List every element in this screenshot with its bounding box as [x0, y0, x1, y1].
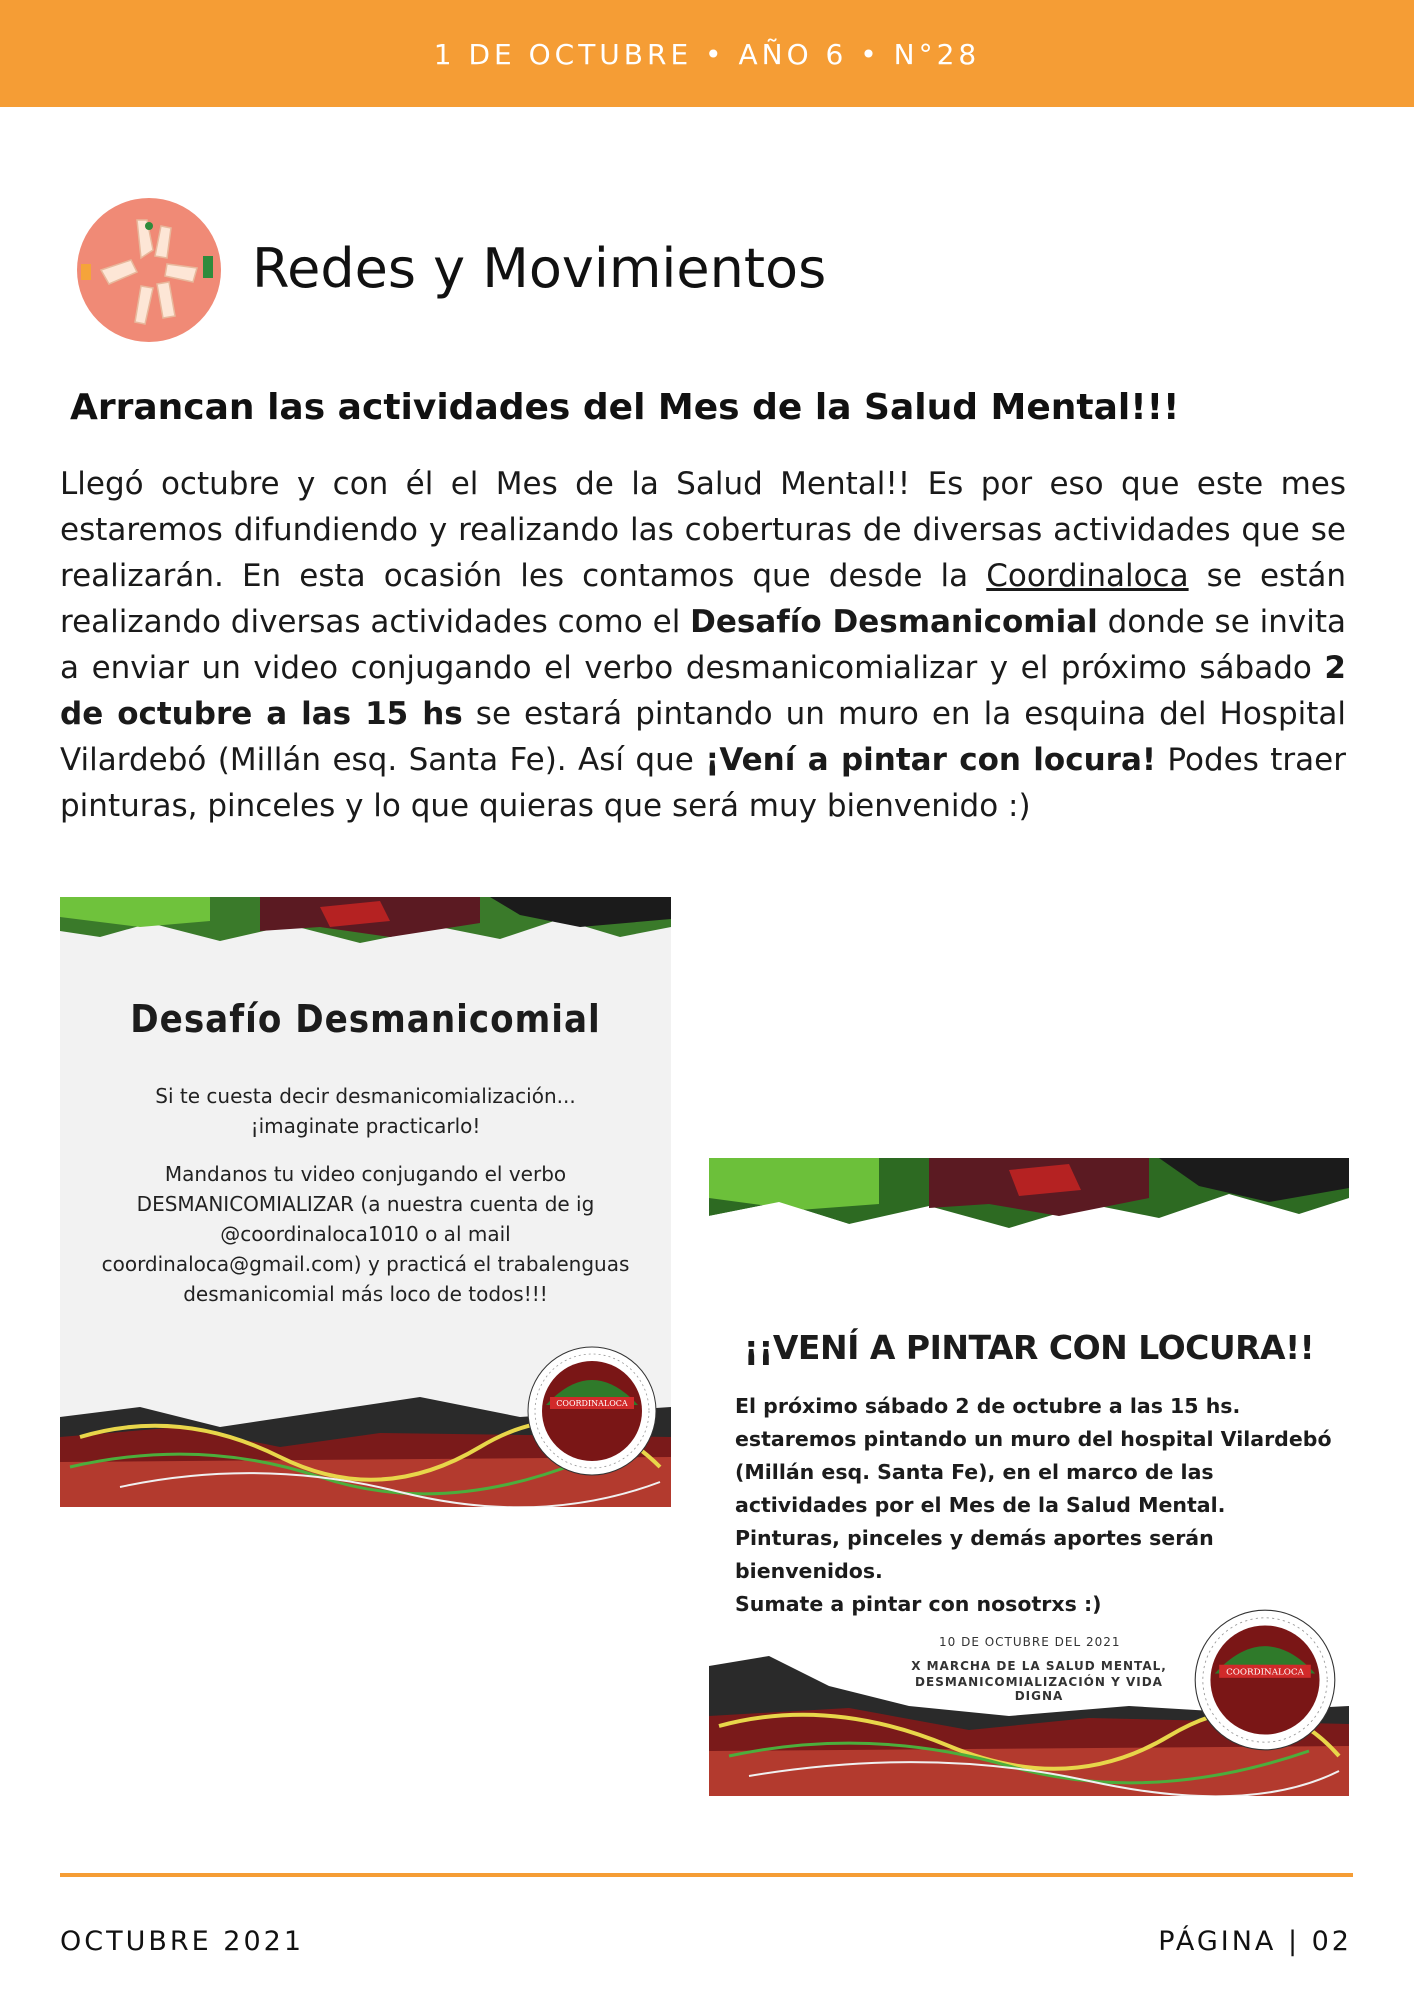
- stamp-name: COORDINALOCA: [556, 1399, 628, 1408]
- section-title: Redes y Movimientos: [252, 237, 827, 300]
- stamp-name: COORDINALOCA: [1226, 1667, 1304, 1678]
- pintar-body: El próximo sábado 2 de octubre a las 15 hs. estaremos pintando un muro del hospital Vilardebó (Millán esq. Santa Fe), en el marco de las actividades por el Mes de la Salud Mental. Pinturas, pinceles y demás aportes serán bienvenidos. Sumate a pintar con nosotrxs :): [735, 1394, 1332, 1616]
- pintar-poster: [709, 1158, 1349, 1796]
- top-banner: [0, 0, 1414, 107]
- coordinaloca-stamp: [526, 1345, 658, 1477]
- coordinaloca-link[interactable]: Coordinaloca: [986, 558, 1189, 594]
- desafio-line1: Si te cuesta decir desmanicomialización...: [155, 1084, 576, 1108]
- article-body: Llegó octubre y con él el Mes de la Salud Mental!! Es por eso que este mes estaremos difundiendo y realizando las coberturas de diversas actividades que se realizarán. En esta ocasión les contamos que desde la Coordinaloca se están realizando diversas actividades como el Desafío Desmanicomial donde se invita a enviar un video conjugando el verbo desmanicomializar y el próximo sábado 2 de octubre a las 15 hs se estará pintando un muro en la esquina del Hospital Vilardebó (Millán esq. Santa Fe). Así que ¡Vení a pintar con locura! Podes traer pinturas, pinceles y lo que quieras que será muy bienvenido :): [60, 466, 1347, 824]
- pintar-title: ¡¡VENÍ A PINTAR CON LOCURA!!: [743, 1328, 1315, 1367]
- desafio-poster: [60, 897, 671, 1507]
- collage-top-band: [709, 1158, 1349, 1258]
- issue-line: 1 DE OCTUBRE • AÑO 6 • N°28: [433, 38, 981, 71]
- coordinaloca-stamp: [1193, 1608, 1337, 1752]
- march-line1: X MARCHA DE LA SALUD MENTAL,: [911, 1659, 1167, 1673]
- march-line2: DESMANICOMIALIZACIÓN Y VIDA DIGNA: [915, 1675, 1163, 1703]
- footer-date: OCTUBRE 2021: [60, 1926, 304, 1957]
- collage-top-band: [60, 897, 671, 967]
- desafio-body: Mandanos tu video conjugando el verbo DESMANICOMIALIZAR (a nuestra cuenta de ig @coordinaloca1010 o al mail coordinaloca@gmail.com) y practicá el trabalenguas desmanicomial más loco de todos!!!: [101, 1162, 630, 1306]
- footer-divider: [60, 1873, 1353, 1877]
- desafio-title: Desafío Desmanicomial: [130, 997, 601, 1041]
- page-number: PÁGINA | 02: [1158, 1926, 1352, 1957]
- desafio-line2: ¡imaginate practicarlo!: [250, 1114, 481, 1138]
- hands-circle-icon: [77, 198, 221, 342]
- march-date: 10 DE OCTUBRE DEL 2021: [939, 1635, 1121, 1649]
- article-title: Arrancan las actividades del Mes de la Salud Mental!!!: [70, 387, 1180, 428]
